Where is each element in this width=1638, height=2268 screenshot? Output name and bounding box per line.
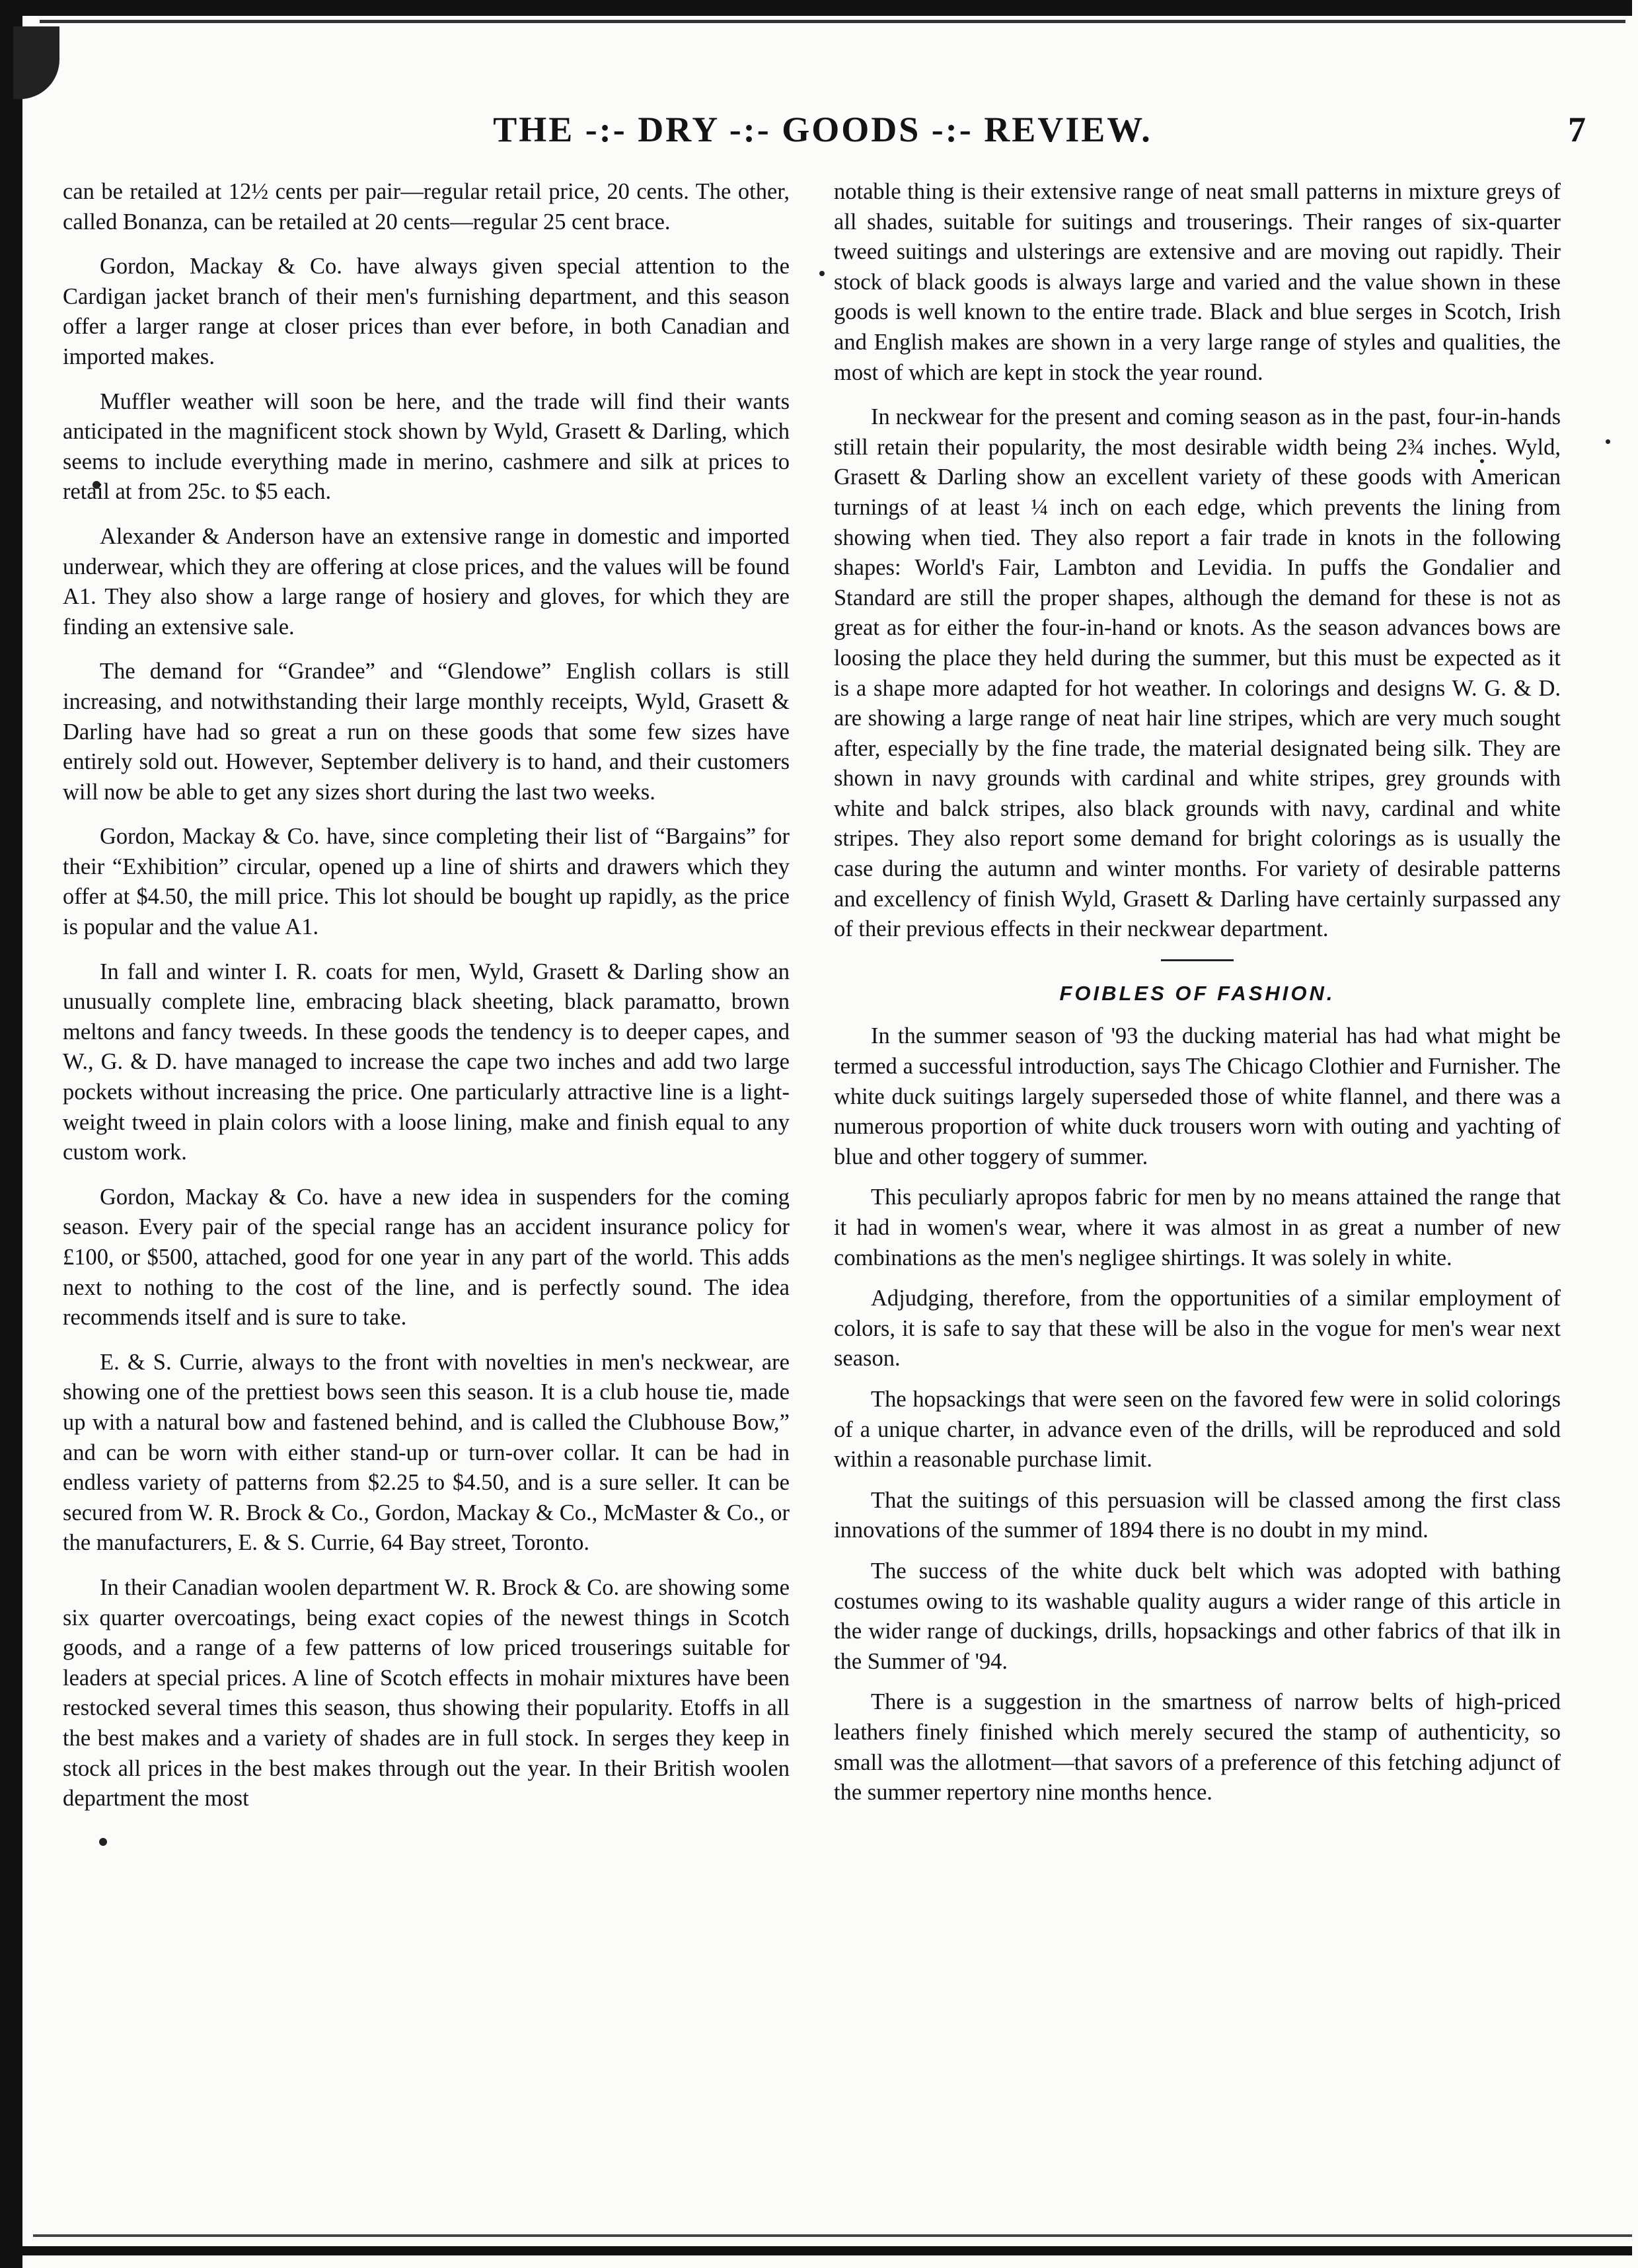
paragraph: There is a suggestion in the smartness of narrow belts of high-priced leathers finely finished which merely secured the stamp of authenticity, so small was the allotment—that savors of a preference of this fetching adjunct of the summer repertory nine months hence. <box>834 1689 1561 1806</box>
page-title: THE -:- DRY -:- GOODS -:- REVIEW. <box>493 110 1152 149</box>
left-column <box>63 177 790 1829</box>
bottom-border-thin <box>33 2234 1632 2237</box>
paragraph: E. & S. Currie, always to the front with novelties in men's neckwear, are showing one of the prettiest bows seen this season. It is a club house tie, made up with a natural bow and fastened behind, and is called the Clubhouse Bow,” and can be worn with either stand-up or turn-over collar. It can be had in endless variety of patterns from $2.25 to $4.50, and is a sure seller. It can be secured from W. R. Brock & Co., Gordon, Mackay & Co., McMaster & Co., or the manufacturers, E. & S. Currie, 64 Bay street, Toronto. <box>63 1349 790 1556</box>
paragraph: Gordon, Mackay & Co. have a new idea in suspenders for the coming season. Every pair of the special range has an accident insurance policy for £100, or $500, attached, good for one year in any part of the world. This adds next to nothing to the cost of the line, and is perfectly sound. The idea recommends itself and is sure to take. <box>63 1184 790 1331</box>
bottom-border <box>20 2246 1632 2255</box>
paragraph: This peculiarly apropos fabric for men by no means attained the range that it had in women's wear, where it was almost in as great a number of new combinations as the men's negligee shirtings. It was solely in white. <box>834 1185 1561 1270</box>
top-border-thin <box>40 20 1625 23</box>
paragraph: Alexander & Anderson have an extensive range in domestic and imported underwear, which they are offering at close prices, and the values will be found A1. They also show a large range of hosiery and gloves, for which they are finding an extensive sale. <box>63 523 790 640</box>
ink-speck <box>99 1838 107 1846</box>
paragraph: In the summer season of '93 the ducking material has had what might be termed a successful introduction, says The Chicago Clothier and Furnisher. The white duck suitings largely superseded those of white flannel, and there was a numerous proportion of white duck trousers worn with outing and yachting of blue and other toggery of summer. <box>834 1023 1561 1169</box>
paragraph: Gordon, Mackay & Co. have always given special attention to the Cardigan jacket branch of their men's furnishing department, and this season offer a larger range at closer prices than ever before, in both Canadian and imported makes. <box>63 254 790 369</box>
paragraph: Adjudging, therefore, from the opportunities of a similar employment of colors, it is safe to say that these will be also in the vogue for men's wear next season. <box>834 1286 1561 1372</box>
ink-speck <box>1606 439 1610 444</box>
paragraph: Gordon, Mackay & Co. have, since completing their list of “Bargains” for their “Exhibition” circular, opened up a line of shirts and drawers which they offer at $4.50, the mill price. This lot should be bought up rapidly, as the price is popular and the value A1. <box>63 824 790 940</box>
paragraph: notable thing is their extensive range of neat small patterns in mixture greys of all shades, suitable for suitings and trouserings. Their ranges of six-quarter tweed suitings and ulsterings are extensive and are moving out rapidly. Their stock of black goods is always large and varied and the value shown in these goods is well known to the entire trade. Black and blue serges in Scotch, Irish and English makes are shown in a very large range of styles and qualities, the most of which are kept in stock the year round. <box>834 179 1561 385</box>
paragraph: That the suitings of this persuasion will be classed among the first class innovations of the summer of 1894 there is no doubt in my mind. <box>834 1487 1561 1543</box>
paragraph: The hopsackings that were seen on the favored few were in solid colorings of a unique charter, in advance even of the drills, will be reproduced and sold within a reasonable purchase limit. <box>834 1386 1561 1473</box>
paragraph: can be retailed at 12½ cents per pair—regular retail price, 20 cents. The other, called Bonanza, can be retailed at 20 cents—regular 25 cent brace. <box>63 179 790 235</box>
left-binding-edge <box>0 0 22 2268</box>
right-column <box>834 177 1561 1819</box>
ink-speck <box>819 271 825 276</box>
paragraph: The success of the white duck belt which was adopted with bathing costumes owing to its washable quality augurs a wider range of this article in the wider range of duckings, drills, hopsackings and other fabrics of that ilk in the Summer of '94. <box>834 1558 1561 1674</box>
top-border <box>20 0 1632 16</box>
page-number: 7 <box>1568 110 1586 149</box>
masthead-bar <box>86 109 1586 162</box>
paragraph: Muffler weather will soon be here, and the trade will find their wants anticipated in the magnificent stock shown by Wyld, Grasett & Darling, which seems to include everything made in merino, cashmere and silk at prices to retail at from 25c. to $5 each. <box>63 388 790 505</box>
paragraph: In their Canadian woolen department W. R. Brock & Co. are showing some six quarter overcoatings, being exact copies of the newest things in Scotch goods, and a range of a few patterns of low priced trouserings suitable for leaders at special prices. A line of Scotch effects in mohair mixtures have been restocked several times this season, thus showing their popularity. Etoffs in all the best makes and a variety of shades are in full stock. In serges they keep in stock all prices in the best makes through out the year. In their British woolen department the most <box>63 1574 790 1811</box>
section-heading: FOIBLES OF FASHION. <box>1059 981 1335 1005</box>
paragraph: The demand for “Grandee” and “Glendowe” English collars is still increasing, and notwithstanding their large monthly receipts, Wyld, Grasett & Darling have had so great a run on these goods that some few sizes have entirely sold out. However, September delivery is to hand, and their customers will now be able to get any sizes short during the last two weeks. <box>63 659 790 805</box>
section-divider <box>1161 959 1234 961</box>
ink-blot <box>13 26 59 99</box>
paragraph: In neckwear for the present and coming season as in the past, four-in-hands still retain their popularity, the most desirable width being 2¾ inches. Wyld, Grasett & Darling show an excellent variety of these goods with American turnings of at least ¼ inch on each edge, which prevents the lining from showing when tied. They also report a fair trade in knots in the following shapes: World's Fair, Lambton and Levidia. In puffs the Gondalier and Standard are still the proper shapes, although the demand for these is not as great as for either the four-in-hand or knots. As the season advances bows are loosing the place they held during the summer, but this must be expected as it is a shape more adapted for hot weather. In colorings and designs W. G. & D. are showing a large range of neat hair line stripes, which are very much sought after, especially by the fine trade, the material designated being silk. They are shown in navy grounds with cardinal and white stripes, grey grounds with white and balck stripes, also black grounds with navy, cardinal and white stripes. They also report some demand for bright colorings as is usually the case during the autumn and winter months. For variety of desirable patterns and excellency of finish Wyld, Grasett & Darling have certainly surpassed any of their previous effects in their neckwear department. <box>834 404 1561 942</box>
paragraph: In fall and winter I. R. coats for men, Wyld, Grasett & Darling show an unusually complete line, embracing black sheeting, black paramatto, brown meltons and fancy tweeds. In these goods the tendency is to deeper capes, and W., G. & D. have managed to increase the cape two inches and add two large pockets without increasing the price. One particularly attractive line is a light-weight tweed in plain colors with a loose lining, make and finish equal to any custom work. <box>63 959 790 1165</box>
